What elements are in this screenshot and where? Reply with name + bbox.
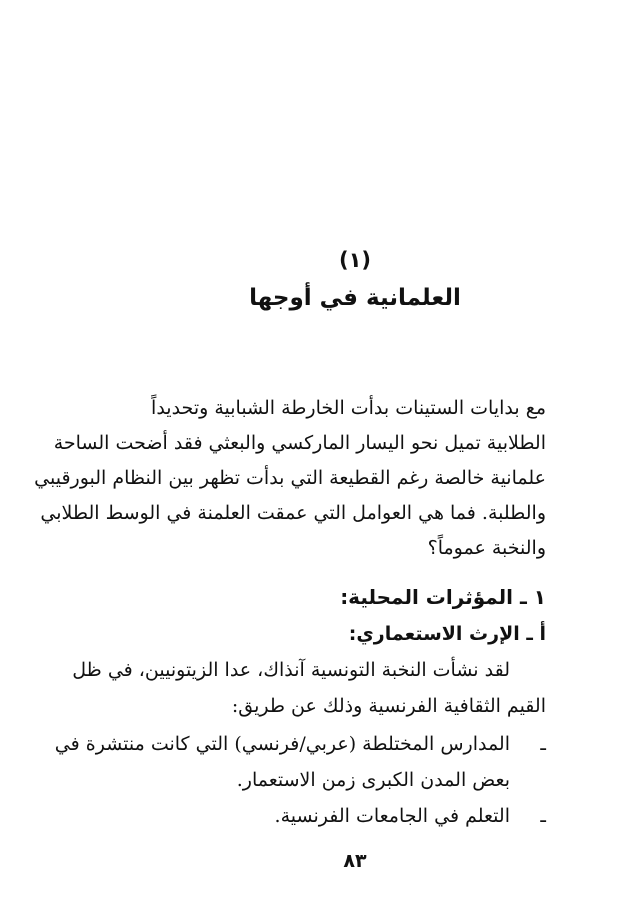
intro-line-1: مع بدايات الستينات بدأت الخارطة الشبابية وتحديداً — [151, 397, 546, 419]
subsection-line-1: لقد نشأت النخبة التونسية آنذاك، عدا الزيتونيين، في ظل — [72, 659, 510, 681]
bullet-2-line-1: التعلم في الجامعات الفرنسية. — [274, 805, 510, 827]
chapter-title: العلمانية في أوجها — [249, 285, 461, 311]
chapter-number: (١) — [338, 248, 372, 272]
bullet-dash-2: ـ — [540, 805, 546, 827]
intro-line-3: علمانية خالصة رغم القطيعة التي بدأت تظهر بين النظام البورقيبي — [34, 467, 546, 489]
subsection-line-2: القيم الثقافية الفرنسية وذلك عن طريق: — [231, 695, 546, 717]
intro-line-5: والنخبة عموماً؟ — [427, 537, 546, 559]
subsection-heading: أ ـ الإرث الاستعماري: — [348, 623, 546, 645]
bullet-1-line-1: المدارس المختلطة (عربي/فرنسي) التي كانت منتشرة في — [54, 733, 510, 755]
bullet-1-line-2: بعض المدن الكبرى زمن الاستعمار. — [236, 769, 510, 791]
section-heading: ١ ـ المؤثرات المحلية: — [340, 585, 546, 609]
bullet-dash-1: ـ — [540, 733, 546, 755]
page-number: ٨٣ — [343, 850, 367, 872]
intro-line-4: والطلبة. فما هي العوامل التي عمقت العلمنة في الوسط الطلابي — [40, 502, 546, 524]
intro-line-2: الطلابية تميل نحو اليسار الماركسي والبعثي فقد أضحت الساحة — [53, 432, 546, 454]
